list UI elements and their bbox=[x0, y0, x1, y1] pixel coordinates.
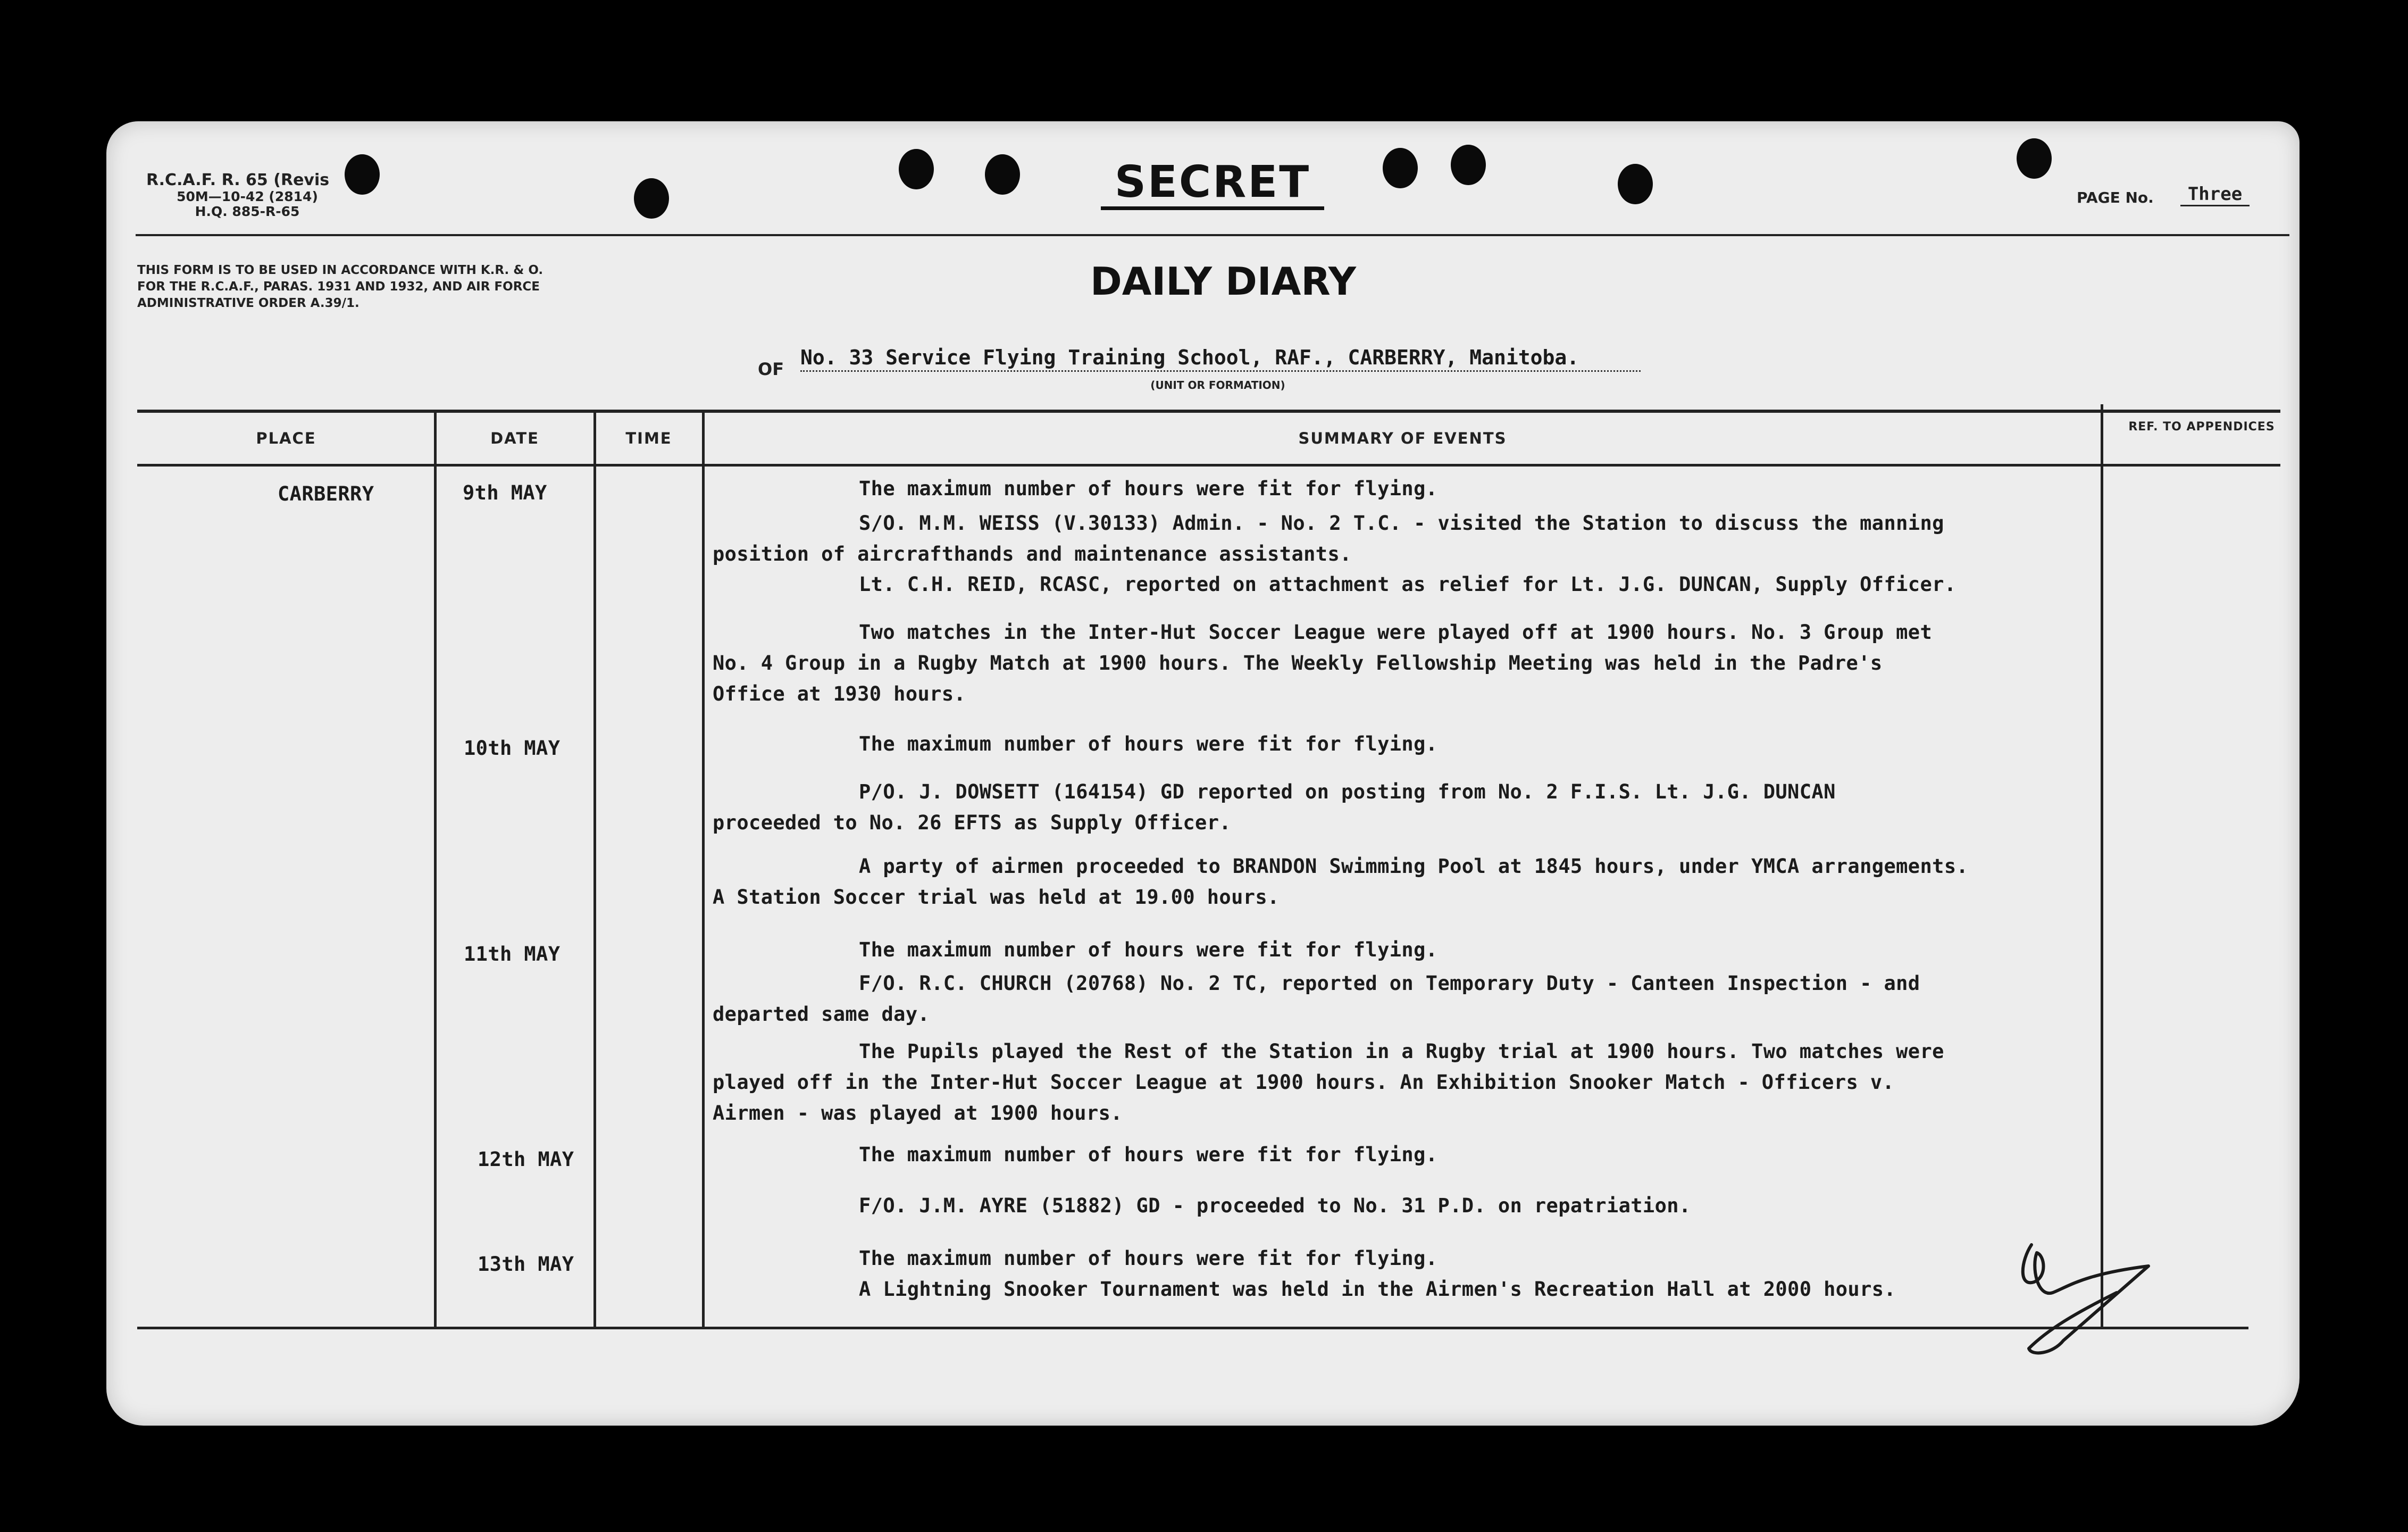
summary-line: proceeded to No. 26 EFTS as Supply Officer. bbox=[713, 811, 1232, 834]
summary-line: The Pupils played the Rest of the Station in a Rugby trial at 1900 hours. Two matches were bbox=[859, 1040, 1944, 1063]
summary-line: The maximum number of hours were fit for flying. bbox=[859, 938, 1438, 961]
classification-heading: SECRET bbox=[1101, 159, 1324, 210]
summary-line: The maximum number of hours were fit for flying. bbox=[859, 477, 1438, 500]
summary-entry bbox=[859, 1139, 1437, 1170]
column-header-appendices: REF. TO APPENDICES bbox=[2128, 420, 2275, 434]
form-id-line: R.C.A.F. R. 65 (Revis bbox=[146, 171, 330, 189]
column-header-date: DATE bbox=[490, 429, 539, 447]
summary-entry bbox=[713, 508, 1944, 570]
punch-hole bbox=[2017, 138, 2052, 179]
summary-line: The maximum number of hours were fit for flying. bbox=[859, 1247, 1438, 1270]
summary-line: played off in the Inter-Hut Soccer League at 1900 hours. An Exhibition Snooker Match - Officers v. bbox=[713, 1071, 1895, 1094]
date-cell: 11th MAY bbox=[464, 943, 561, 965]
summary-line: The maximum number of hours were fit for flying. bbox=[859, 732, 1438, 755]
date-cell: 10th MAY bbox=[464, 737, 561, 760]
handwritten-initials bbox=[2016, 1223, 2154, 1362]
summary-entry bbox=[713, 1036, 1944, 1129]
summary-entry bbox=[859, 935, 1437, 965]
summary-line: Two matches in the Inter-Hut Soccer League were played off at 1900 hours. No. 3 Group met bbox=[859, 621, 1933, 644]
of-label: OF bbox=[758, 359, 784, 379]
punch-hole bbox=[1618, 164, 1653, 204]
summary-entry bbox=[859, 1243, 1896, 1305]
summary-line: A Lightning Snooker Tournament was held in the Airmen's Recreation Hall at 2000 hours. bbox=[859, 1278, 1896, 1301]
punch-hole bbox=[985, 154, 1020, 195]
form-identifier bbox=[146, 171, 348, 219]
summary-line: Office at 1930 hours. bbox=[713, 682, 966, 705]
column-header-place: PLACE bbox=[256, 429, 316, 447]
summary-line: position of aircrafthands and maintenance assistants. bbox=[713, 543, 1352, 565]
summary-line: F/O. J.M. AYRE (51882) GD - proceeded to No. 31 P.D. on repatriation. bbox=[859, 1194, 1691, 1217]
form-title: DAILY DIARY bbox=[1090, 259, 1357, 304]
date-cell: 12th MAY bbox=[478, 1148, 574, 1171]
place-cell: CARBERRY bbox=[278, 482, 374, 505]
form-id-line: H.Q. 885-R-65 bbox=[195, 204, 300, 219]
form-id-line: 50M—10-42 (2814) bbox=[177, 189, 318, 204]
punch-hole bbox=[1451, 145, 1486, 185]
date-cell: 9th MAY bbox=[463, 481, 547, 504]
summary-line: P/O. J. DOWSETT (164154) GD reported on posting from No. 2 F.I.S. Lt. J.G. DUNCAN bbox=[859, 780, 1836, 803]
summary-line: A party of airmen proceeded to BRANDON Swimming Pool at 1845 hours, under YMCA arrangements. bbox=[859, 855, 1969, 878]
summary-line: Airmen - was played at 1900 hours. bbox=[713, 1102, 1123, 1125]
punch-hole bbox=[1383, 148, 1418, 188]
summary-entry bbox=[859, 1190, 1691, 1221]
summary-line: departed same day. bbox=[713, 1003, 930, 1026]
summary-entry bbox=[713, 617, 1932, 710]
unit-name: No. 33 Service Flying Training School, RAF., CARBERRY, Manitoba. bbox=[800, 345, 1641, 372]
table-top-rule bbox=[137, 410, 2280, 413]
header-rule bbox=[136, 234, 2289, 236]
column-header-rule bbox=[137, 464, 2280, 467]
table-bottom-rule bbox=[137, 1327, 2248, 1329]
form-usage-note: THIS FORM IS TO BE USED IN ACCORDANCE WITH K.R. & O. FOR THE R.C.A.F., PARAS. 1931 AND 1932, AND AIR FORCE ADMINISTRATIVE ORDER A.39/1. bbox=[137, 263, 544, 310]
summary-entry bbox=[859, 569, 1956, 600]
summary-line: S/O. M.M. WEISS (V.30133) Admin. - No. 2 T.C. - visited the Station to discuss the manning bbox=[859, 512, 1944, 535]
summary-line: The maximum number of hours were fit for flying. bbox=[859, 1143, 1438, 1166]
summary-entry bbox=[859, 729, 1437, 760]
summary-entry bbox=[859, 473, 1437, 504]
column-divider bbox=[593, 413, 596, 1328]
date-cell: 13th MAY bbox=[478, 1253, 574, 1276]
column-divider bbox=[702, 413, 705, 1328]
summary-line: F/O. R.C. CHURCH (20768) No. 2 TC, reported on Temporary Duty - Canteen Inspection - and bbox=[859, 972, 1920, 995]
column-header-summary: SUMMARY OF EVENTS bbox=[1298, 429, 1507, 447]
page-number-label: PAGE No. bbox=[2077, 189, 2154, 206]
punch-hole bbox=[899, 149, 934, 189]
page-number-value: Three bbox=[2180, 184, 2250, 206]
summary-line: Lt. C.H. REID, RCASC, reported on attachment as relief for Lt. J.G. DUNCAN, Supply Officer. bbox=[859, 573, 1956, 596]
summary-entry bbox=[713, 851, 1968, 913]
punch-hole bbox=[634, 178, 669, 219]
summary-line: A Station Soccer trial was held at 19.00 hours. bbox=[713, 886, 1280, 909]
column-divider bbox=[434, 413, 437, 1328]
summary-entry bbox=[713, 968, 1920, 1030]
punch-hole bbox=[345, 154, 380, 195]
summary-line: No. 4 Group in a Rugby Match at 1900 hours. The Weekly Fellowship Meeting was held in the Padre's bbox=[713, 652, 1883, 675]
unit-formation-label: (UNIT OR FORMATION) bbox=[1150, 379, 1285, 392]
column-divider bbox=[2101, 404, 2103, 1328]
summary-entry bbox=[713, 777, 1836, 838]
column-header-time: TIME bbox=[625, 429, 672, 447]
